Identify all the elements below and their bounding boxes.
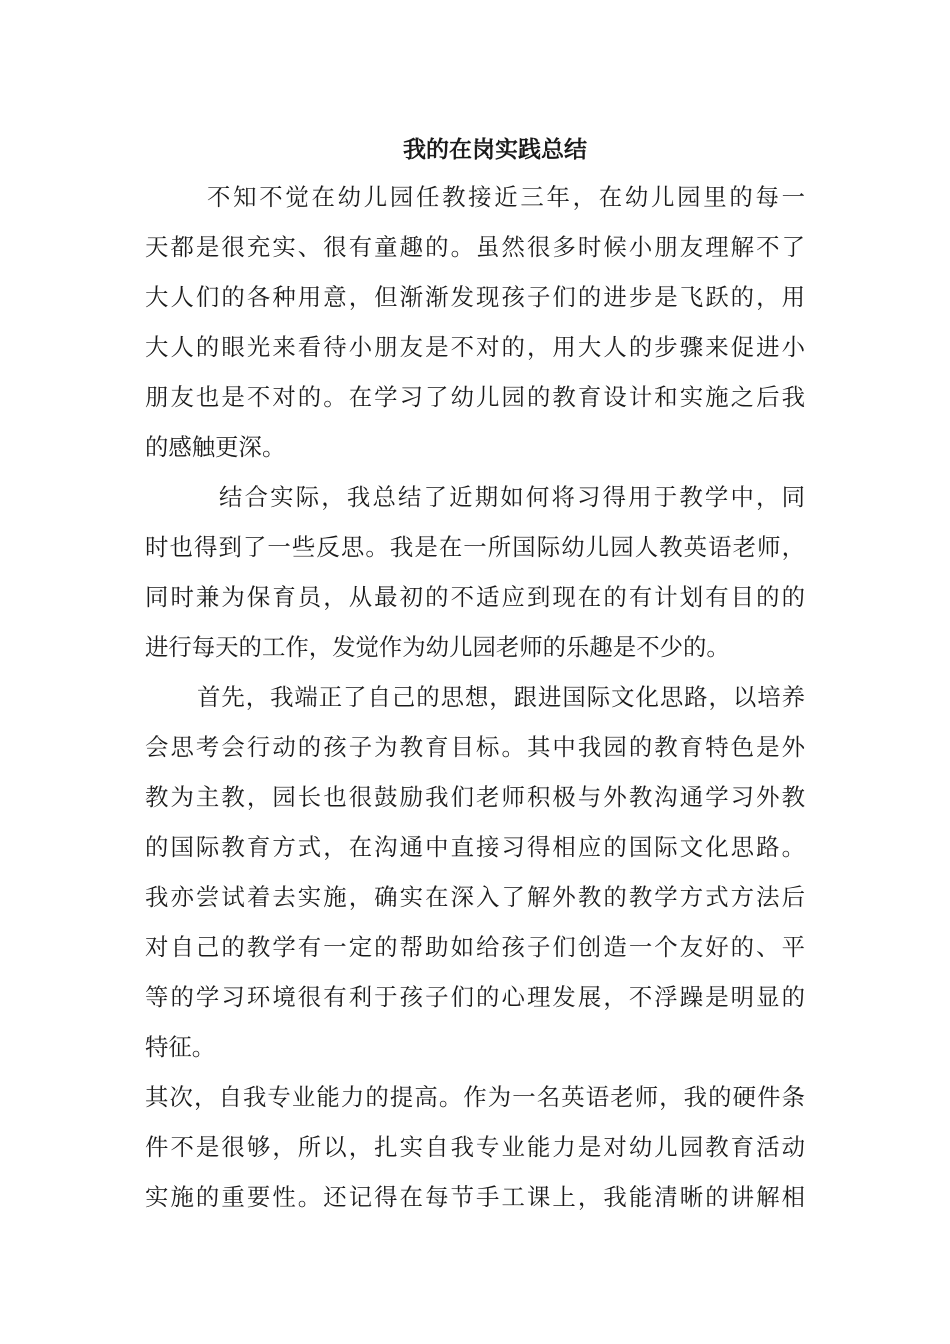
paragraph-4-line-3: 实施的重要性。还记得在每节手工课上，我能清晰的讲解相 — [145, 1183, 805, 1211]
paragraph-1-line-4: 大人的眼光来看待小朋友是不对的，用大人的步骤来促进小 — [145, 333, 805, 361]
paragraph-3-line-6: 对自己的教学有一定的帮助如给孩子们创造一个友好的、平 — [145, 933, 805, 961]
paragraph-4-line-1: 其次，自我专业能力的提高。作为一名英语老师，我的硬件条 — [145, 1083, 805, 1111]
paragraph-3-line-7: 等的学习环境很有利于孩子们的心理发展，不浮躁是明显的 — [145, 983, 805, 1011]
paragraph-2-line-3: 同时兼为保育员，从最初的不适应到现在的有计划有目的的 — [145, 583, 805, 611]
paragraph-3-line-1: 首先，我端正了自己的思想，跟进国际文化思路，以培养 — [197, 683, 805, 711]
document-body — [145, 172, 805, 1222]
paragraph-3-line-2: 会思考会行动的孩子为教育目标。其中我园的教育特色是外 — [145, 733, 805, 761]
paragraph-1-line-1: 不知不觉在幼儿园任教接近三年，在幼儿园里的每一 — [207, 183, 805, 211]
paragraph-1-line-2: 天都是很充实、很有童趣的。虽然很多时候小朋友理解不了 — [145, 233, 805, 261]
document-title: 我的在岗实践总结 — [403, 136, 587, 163]
paragraph-2-line-2: 时也得到了一些反思。我是在一所国际幼儿园人教英语老师， — [145, 533, 805, 561]
paragraph-3-line-4: 的国际教育方式，在沟通中直接习得相应的国际文化思路。 — [145, 833, 805, 861]
paragraph-3-line-3: 教为主教，园长也很鼓励我们老师积极与外教沟通学习外教 — [145, 783, 805, 811]
paragraph-1-line-6: 的感触更深。 — [145, 433, 286, 461]
paragraph-2-line-1: 结合实际，我总结了近期如何将习得用于教学中，同 — [219, 483, 805, 511]
paragraph-4-line-2: 件不是很够，所以，扎实自我专业能力是对幼儿园教育活动 — [145, 1133, 805, 1161]
paragraph-3-line-5: 我亦尝试着去实施，确实在深入了解外教的教学方式方法后 — [145, 883, 805, 911]
paragraph-1-line-3: 大人们的各种用意，但渐渐发现孩子们的进步是飞跃的，用 — [145, 283, 805, 311]
paragraph-2-line-4: 进行每天的工作，发觉作为幼儿园老师的乐趣是不少的。 — [145, 633, 730, 661]
paragraph-3-line-8: 特征。 — [145, 1033, 216, 1061]
paragraph-1-line-5: 朋友也是不对的。在学习了幼儿园的教育设计和实施之后我 — [145, 383, 805, 411]
